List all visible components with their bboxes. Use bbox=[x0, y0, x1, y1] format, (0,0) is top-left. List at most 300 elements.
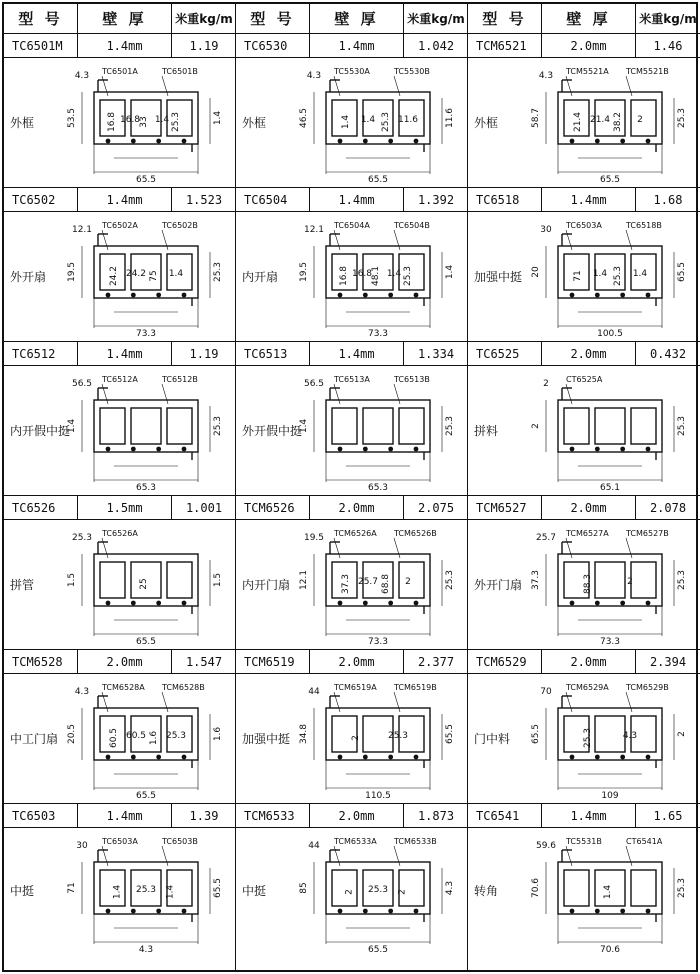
part-code: TC6513A bbox=[334, 375, 370, 384]
profile-info-row bbox=[236, 496, 468, 520]
profile-info-row bbox=[4, 188, 236, 212]
dimension-value: 25.3 bbox=[387, 731, 409, 741]
gasket-mark bbox=[646, 447, 651, 452]
part-leader-line bbox=[626, 538, 632, 558]
gasket-mark bbox=[156, 601, 161, 606]
profile-model: TC6541 bbox=[468, 804, 542, 827]
part-code: CT6541A bbox=[626, 837, 663, 846]
profile-drawing-cell bbox=[236, 212, 468, 342]
gasket-mark bbox=[338, 755, 343, 760]
profile-wall-thickness: 2.0mm bbox=[542, 650, 636, 673]
part-code: TCM6527A bbox=[566, 529, 609, 538]
dimension-value: 25.3 bbox=[677, 107, 687, 129]
profile-model: TC6525 bbox=[468, 342, 542, 365]
profile-info-row bbox=[236, 34, 468, 58]
profile-weight: 2.075 bbox=[417, 500, 455, 515]
gasket-mark bbox=[570, 601, 575, 606]
dimension-value: 12.1 bbox=[303, 225, 325, 235]
part-code: TC5531B bbox=[566, 837, 602, 846]
part-code: TCM6528B bbox=[162, 683, 205, 692]
part-code: TC6526A bbox=[102, 529, 138, 538]
dimension-value: 24.2 bbox=[109, 265, 119, 287]
dimension-value: 65.5 bbox=[135, 175, 157, 185]
part-leader-line bbox=[566, 692, 572, 712]
dimension-value: 60.5 bbox=[109, 727, 119, 749]
dimension-value: 1.4 bbox=[165, 884, 176, 900]
header-weight-label: 米重kg/m bbox=[175, 12, 233, 26]
dimension-value: 25.3 bbox=[583, 727, 593, 749]
part-code: TCM6519B bbox=[394, 683, 437, 692]
profile-weight: 1.19 bbox=[189, 38, 219, 53]
part-leader-line bbox=[334, 230, 340, 250]
gasket-mark bbox=[646, 755, 651, 760]
profile-weight: 1.392 bbox=[417, 192, 455, 207]
header-row bbox=[4, 4, 236, 34]
profile-wall-thickness: 2.0mm bbox=[78, 650, 172, 673]
dimension-value: 33 bbox=[139, 116, 149, 128]
dimension-value: 2 bbox=[405, 577, 411, 587]
part-code: TC5530A bbox=[334, 67, 370, 76]
gasket-mark bbox=[182, 755, 187, 760]
part-leader-line bbox=[626, 76, 632, 96]
profile-label: 门中料 bbox=[474, 732, 511, 746]
part-leader-line bbox=[394, 692, 400, 712]
header-weight-label: 米重kg/m bbox=[407, 12, 465, 26]
gasket-mark bbox=[388, 909, 393, 914]
part-leader-line bbox=[394, 230, 400, 250]
dimension-value: 25.3 bbox=[613, 265, 623, 287]
dimension-value: 60.5 bbox=[125, 731, 147, 741]
gasket-mark bbox=[414, 909, 419, 914]
dimension-value: 1.4 bbox=[603, 884, 613, 900]
dimension-value: 25.3 bbox=[367, 885, 389, 895]
profile-wall-thickness: 1.4mm bbox=[78, 804, 172, 827]
gasket-mark bbox=[595, 447, 600, 452]
part-leader-line bbox=[162, 384, 168, 404]
dimension-value: 53.5 bbox=[67, 107, 77, 129]
part-code: TCM6526B bbox=[394, 529, 437, 538]
gasket-mark bbox=[131, 601, 136, 606]
profile-drawing-cell bbox=[4, 58, 236, 188]
profile-drawing bbox=[468, 674, 700, 804]
profile-drawing bbox=[4, 674, 236, 804]
dimension-value: 4.3 bbox=[306, 71, 322, 81]
dimension-value: 34.8 bbox=[299, 723, 309, 745]
profile-model: TC6530 bbox=[236, 34, 310, 57]
dimension-value: 25 bbox=[139, 578, 149, 590]
profile-weight: 2.377 bbox=[417, 654, 455, 669]
gasket-mark bbox=[182, 909, 187, 914]
dimension-lines bbox=[314, 92, 442, 174]
dimension-value: 4.3 bbox=[74, 71, 90, 81]
gasket-mark bbox=[106, 755, 111, 760]
profile-model: TC6512 bbox=[4, 342, 78, 365]
profile-weight: 1.873 bbox=[417, 808, 455, 823]
gasket-mark bbox=[363, 447, 368, 452]
gasket-mark bbox=[414, 601, 419, 606]
profile-label: 内开假中挺 bbox=[10, 424, 71, 438]
profile-drawing-cell bbox=[468, 366, 700, 496]
dimension-value: 4.3 bbox=[622, 731, 638, 741]
part-leader-line bbox=[566, 230, 572, 250]
gasket-mark bbox=[131, 909, 136, 914]
dimension-value: 1.4 bbox=[386, 269, 402, 279]
dimension-value: 4.3 bbox=[138, 945, 154, 953]
profile-drawing bbox=[4, 520, 236, 650]
dimension-value: 46.5 bbox=[299, 107, 309, 129]
dimension-lines bbox=[82, 862, 210, 944]
profile-weight: 1.042 bbox=[417, 38, 455, 53]
dimension-value: 1.5 bbox=[213, 572, 223, 588]
dimension-value: 19.5 bbox=[303, 533, 325, 543]
profile-label: 中挺 bbox=[10, 884, 35, 898]
dimension-value: 4.3 bbox=[445, 880, 455, 896]
gasket-mark bbox=[363, 755, 368, 760]
gasket-mark bbox=[595, 601, 600, 606]
part-leader-line bbox=[334, 846, 340, 866]
dimension-lines bbox=[546, 400, 674, 482]
dimension-value: 48.1 bbox=[371, 265, 381, 287]
profile-wall-thickness: 2.0mm bbox=[310, 650, 404, 673]
dimension-value: 110.5 bbox=[365, 791, 391, 801]
profile-drawing-cell bbox=[468, 520, 700, 650]
profile-weight: 1.65 bbox=[653, 808, 683, 823]
profile-model: TCM6528 bbox=[4, 650, 78, 673]
dimension-lines bbox=[546, 554, 674, 636]
dimension-value: 58.7 bbox=[531, 107, 541, 129]
dimension-value: 4.3 bbox=[74, 687, 90, 697]
gasket-mark bbox=[156, 909, 161, 914]
dimension-value: 1.4 bbox=[112, 884, 123, 900]
dimension-value: 65.5 bbox=[367, 175, 389, 185]
profile-model: TC6518 bbox=[468, 188, 542, 211]
profile-drawing bbox=[236, 828, 468, 953]
profile-wall-thickness: 1.4mm bbox=[310, 342, 404, 365]
profile-model: TCM6527 bbox=[468, 496, 542, 519]
dimension-value: 16.8 bbox=[351, 269, 373, 279]
gasket-mark bbox=[646, 601, 651, 606]
part-code: TCM6519A bbox=[334, 683, 377, 692]
profile-wall-thickness: 2.0mm bbox=[542, 496, 636, 519]
part-leader-line bbox=[566, 76, 572, 96]
gasket-mark bbox=[388, 139, 393, 144]
part-code: TCM6529A bbox=[566, 683, 609, 692]
gasket-mark bbox=[620, 139, 625, 144]
profile-drawing bbox=[236, 366, 468, 496]
dimension-value: 59.6 bbox=[535, 841, 557, 851]
part-leader-line bbox=[394, 76, 400, 96]
dimension-value: 37.3 bbox=[531, 569, 541, 591]
part-code: CT6525A bbox=[566, 375, 603, 384]
dimension-value: 2 bbox=[637, 115, 643, 125]
part-code: TC6513B bbox=[394, 375, 430, 384]
dimension-value: 16.8 bbox=[339, 265, 349, 287]
profile-weight: 1.68 bbox=[653, 192, 683, 207]
gasket-mark bbox=[570, 293, 575, 298]
profile-weight: 1.547 bbox=[185, 654, 223, 669]
profile-wall-thickness: 2.0mm bbox=[542, 342, 636, 365]
dimension-lines bbox=[82, 92, 210, 174]
gasket-mark bbox=[338, 601, 343, 606]
profile-drawing bbox=[4, 212, 236, 342]
profile-drawing bbox=[468, 212, 700, 342]
part-leader-line bbox=[566, 538, 572, 558]
profile-weight: 2.078 bbox=[649, 500, 687, 515]
profile-info-row bbox=[4, 342, 236, 366]
part-leader-line bbox=[334, 538, 340, 558]
dimension-value: 37.3 bbox=[341, 573, 351, 595]
dimension-lines bbox=[314, 862, 442, 944]
dimension-value: 21.4 bbox=[573, 111, 583, 133]
gasket-mark bbox=[106, 293, 111, 298]
part-leader-line bbox=[334, 76, 340, 96]
dimension-value: 70 bbox=[540, 687, 552, 697]
part-code: TC6502B bbox=[162, 221, 198, 230]
gasket-mark bbox=[131, 755, 136, 760]
profile-drawing-cell bbox=[236, 520, 468, 650]
dimension-value: 65.5 bbox=[213, 877, 223, 899]
dimension-value: 2 bbox=[397, 889, 408, 895]
profile-model: TC6501M bbox=[4, 34, 78, 57]
profile-drawing bbox=[468, 58, 700, 188]
part-code: TC6501B bbox=[162, 67, 198, 76]
dimension-value: 2 bbox=[627, 577, 633, 587]
profile-drawing-cell bbox=[236, 366, 468, 496]
profile-drawing-cell bbox=[4, 520, 236, 650]
gasket-mark bbox=[182, 293, 187, 298]
profile-info-row bbox=[468, 188, 700, 212]
part-code: TCM5521B bbox=[626, 67, 669, 76]
gasket-mark bbox=[106, 447, 111, 452]
dimension-value: 24.2 bbox=[125, 269, 147, 279]
profile-drawing-cell bbox=[4, 366, 236, 496]
profile-label: 转角 bbox=[474, 884, 499, 898]
profile-weight: 2.394 bbox=[649, 654, 687, 669]
profile-drawing-cell bbox=[4, 828, 236, 953]
profile-model: TC6502 bbox=[4, 188, 78, 211]
gasket-mark bbox=[363, 293, 368, 298]
part-leader-line bbox=[334, 384, 340, 404]
dimension-value: 65.3 bbox=[367, 483, 389, 493]
part-code: TC6503B bbox=[162, 837, 198, 846]
header-wall-label: 壁 厚 bbox=[310, 4, 404, 33]
dimension-value: 30 bbox=[540, 225, 552, 235]
profile-drawing bbox=[468, 828, 700, 953]
dimension-value: 56.5 bbox=[71, 379, 93, 389]
gasket-mark bbox=[106, 601, 111, 606]
dimension-value: 25.3 bbox=[445, 569, 455, 591]
gasket-mark bbox=[646, 909, 651, 914]
profile-label: 拼管 bbox=[10, 578, 35, 592]
part-leader-line bbox=[102, 76, 108, 96]
dimension-value: 1.6 bbox=[149, 730, 159, 746]
profile-info-row bbox=[4, 650, 236, 674]
profile-drawing bbox=[4, 828, 236, 953]
dimension-value: 25.3 bbox=[135, 885, 157, 895]
dimension-value: 1.5 bbox=[67, 572, 77, 588]
dimension-lines bbox=[546, 246, 674, 328]
part-leader-line bbox=[162, 76, 168, 96]
profile-model: TC6504 bbox=[236, 188, 310, 211]
profile-drawing bbox=[468, 520, 700, 650]
dimension-value: 65.5 bbox=[599, 175, 621, 185]
header-model-label: 型 号 bbox=[468, 4, 542, 33]
header-wall-label: 壁 厚 bbox=[542, 4, 636, 33]
dimension-value: 56.5 bbox=[303, 379, 325, 389]
profile-weight: 1.334 bbox=[417, 346, 455, 361]
gasket-mark bbox=[338, 447, 343, 452]
dimension-value: 25.3 bbox=[165, 731, 187, 741]
gasket-mark bbox=[646, 139, 651, 144]
header-model-label: 型 号 bbox=[236, 4, 310, 33]
dimension-value: 109 bbox=[601, 791, 619, 801]
gasket-mark bbox=[388, 601, 393, 606]
dimension-value: 65.3 bbox=[135, 483, 157, 493]
part-leader-line bbox=[626, 230, 632, 250]
part-code: TC6512A bbox=[102, 375, 138, 384]
dimension-value: 2 bbox=[344, 889, 355, 895]
dimension-value: 65.5 bbox=[135, 791, 157, 801]
dimension-value: 25.3 bbox=[213, 415, 223, 437]
gasket-mark bbox=[388, 447, 393, 452]
profile-drawing bbox=[236, 520, 468, 650]
gasket-mark bbox=[646, 293, 651, 298]
profile-label: 外开假中挺 bbox=[242, 424, 303, 438]
gasket-mark bbox=[363, 909, 368, 914]
gasket-mark bbox=[182, 447, 187, 452]
profile-label: 拼料 bbox=[474, 424, 499, 438]
part-leader-line bbox=[626, 846, 632, 866]
header-weight-label: 米重kg/m bbox=[639, 12, 697, 26]
profile-weight: 0.432 bbox=[649, 346, 687, 361]
gasket-mark bbox=[595, 139, 600, 144]
profile-drawing-cell bbox=[4, 212, 236, 342]
profile-drawing-cell bbox=[468, 58, 700, 188]
gasket-mark bbox=[414, 755, 419, 760]
part-code: TC6504A bbox=[334, 221, 370, 230]
profile-column bbox=[236, 4, 468, 970]
profile-wall-thickness: 1.4mm bbox=[78, 188, 172, 211]
profile-drawing-cell bbox=[468, 674, 700, 804]
gasket-mark bbox=[595, 755, 600, 760]
gasket-mark bbox=[363, 601, 368, 606]
header-row bbox=[468, 4, 700, 34]
part-code: TCM5521A bbox=[566, 67, 609, 76]
gasket-mark bbox=[338, 909, 343, 914]
dimension-value: 1.4 bbox=[632, 269, 648, 279]
dimension-value: 65.5 bbox=[367, 945, 389, 953]
dimension-value: 75 bbox=[149, 270, 159, 282]
dimension-value: 2 bbox=[677, 731, 687, 737]
gasket-mark bbox=[388, 293, 393, 298]
gasket-mark bbox=[338, 139, 343, 144]
profile-label: 加强中挺 bbox=[474, 270, 523, 284]
dimension-value: 25.3 bbox=[677, 569, 687, 591]
profile-info-row bbox=[468, 342, 700, 366]
dimension-value: 1.4 bbox=[67, 418, 77, 434]
dimension-value: 73.3 bbox=[135, 329, 157, 339]
dimension-value: 25.3 bbox=[677, 877, 687, 899]
profile-info-row bbox=[468, 34, 700, 58]
profile-label: 外开扇 bbox=[10, 270, 47, 284]
gasket-mark bbox=[570, 755, 575, 760]
gasket-mark bbox=[338, 293, 343, 298]
gasket-mark bbox=[363, 139, 368, 144]
profile-label: 加强中挺 bbox=[242, 732, 291, 746]
profile-drawing-cell bbox=[468, 828, 700, 953]
header-row bbox=[236, 4, 468, 34]
dimension-value: 25.3 bbox=[445, 415, 455, 437]
profile-wall-thickness: 1.4mm bbox=[78, 34, 172, 57]
dimension-value: 1.6 bbox=[213, 726, 223, 742]
dimension-value: 2 bbox=[531, 423, 541, 429]
gasket-mark bbox=[570, 909, 575, 914]
part-leader-line bbox=[394, 384, 400, 404]
dimension-value: 4.3 bbox=[538, 71, 554, 81]
gasket-mark bbox=[156, 293, 161, 298]
header-model-label: 型 号 bbox=[4, 4, 78, 33]
dimension-lines bbox=[546, 708, 674, 790]
profile-info-row bbox=[236, 188, 468, 212]
gasket-mark bbox=[414, 447, 419, 452]
gasket-mark bbox=[156, 755, 161, 760]
gasket-mark bbox=[595, 909, 600, 914]
gasket-mark bbox=[106, 139, 111, 144]
dimension-value: 1.4 bbox=[341, 114, 351, 130]
profile-info-row bbox=[468, 804, 700, 828]
part-leader-line bbox=[102, 538, 108, 558]
profile-info-row bbox=[468, 650, 700, 674]
profile-drawing-cell bbox=[236, 828, 468, 953]
profile-info-row bbox=[236, 342, 468, 366]
dimension-lines bbox=[314, 400, 442, 482]
part-leader-line bbox=[394, 846, 400, 866]
profile-label: 内开扇 bbox=[242, 270, 279, 284]
dimension-value: 25.3 bbox=[677, 415, 687, 437]
profile-label: 外框 bbox=[242, 116, 267, 130]
dimension-value: 71 bbox=[67, 882, 77, 894]
profile-info-row bbox=[236, 804, 468, 828]
dimension-value: 1.4 bbox=[213, 110, 223, 126]
profile-drawing bbox=[4, 366, 236, 496]
profile-info-row bbox=[4, 496, 236, 520]
profile-model: TC6503 bbox=[4, 804, 78, 827]
profile-model: TCM6521 bbox=[468, 34, 542, 57]
profile-wall-thickness: 1.4mm bbox=[542, 188, 636, 211]
gasket-mark bbox=[414, 139, 419, 144]
part-code: TC6501A bbox=[102, 67, 138, 76]
dimension-value: 11.6 bbox=[397, 115, 419, 125]
dimension-value: 30 bbox=[76, 841, 88, 851]
dimension-value: 25.3 bbox=[403, 265, 413, 287]
profile-wall-thickness: 2.0mm bbox=[542, 34, 636, 57]
gasket-mark bbox=[620, 447, 625, 452]
part-leader-line bbox=[102, 384, 108, 404]
dimension-value: 38.2 bbox=[613, 111, 623, 133]
profile-wall-thickness: 2.0mm bbox=[310, 804, 404, 827]
gasket-mark bbox=[595, 293, 600, 298]
profile-spec-sheet bbox=[2, 2, 698, 972]
gasket-mark bbox=[620, 755, 625, 760]
gasket-mark bbox=[156, 139, 161, 144]
dimension-lines bbox=[546, 862, 674, 944]
gasket-mark bbox=[414, 293, 419, 298]
dimension-value: 65.1 bbox=[599, 483, 621, 493]
dimension-value: 25.3 bbox=[71, 533, 93, 543]
part-leader-line bbox=[626, 692, 632, 712]
part-leader-line bbox=[162, 230, 168, 250]
profile-wall-thickness: 2.0mm bbox=[310, 496, 404, 519]
